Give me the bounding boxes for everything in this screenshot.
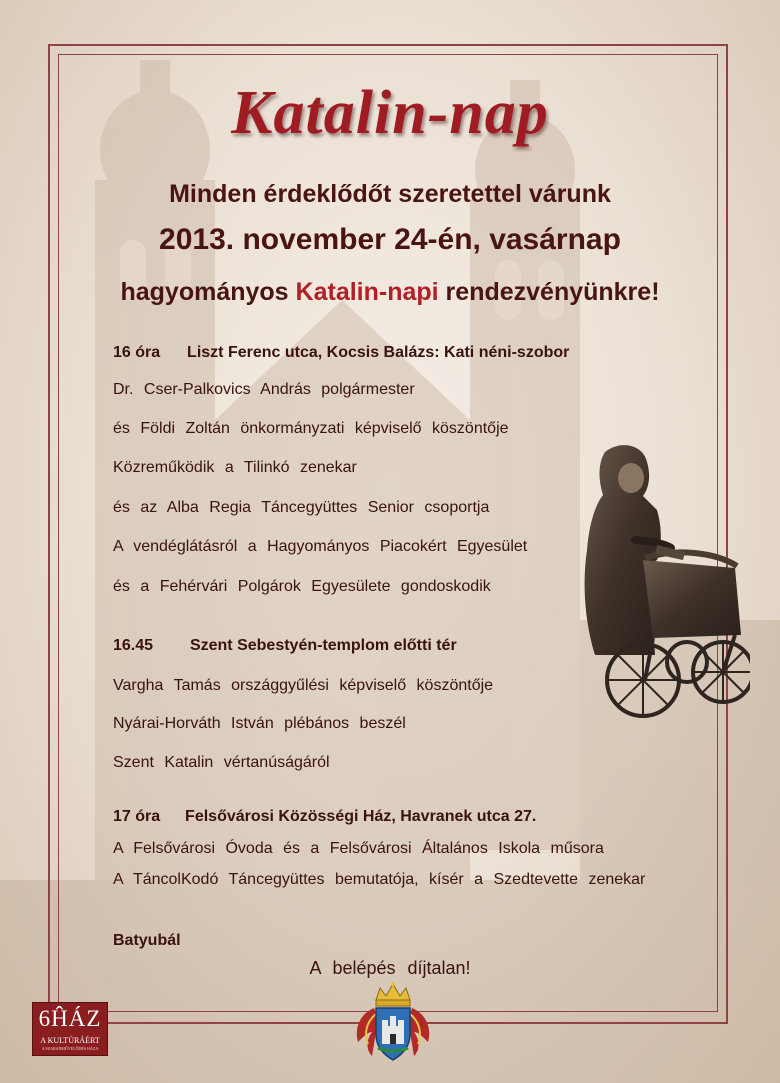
invite-line-3-pre: hagyományos	[120, 278, 296, 306]
logo-main-text: 6ĤÁZ	[38, 1006, 102, 1031]
program-2-line: Nyárai-Horváth István plébános beszél	[113, 715, 406, 732]
invite-line-3-post: rendezvényünkre!	[438, 278, 660, 306]
program-1-line: és Földi Zoltán önkormányzati képviselő köszöntője	[113, 420, 509, 437]
program-2-heading	[113, 637, 457, 655]
kati-neni-statue-image	[565, 440, 750, 740]
program-1-heading	[113, 344, 569, 362]
program-1-time: 16 óra	[113, 344, 161, 361]
invite-line-3	[0, 278, 780, 307]
invite-line-1: Minden érdeklődőt szeretettel várunk	[169, 180, 611, 208]
event-date: 2013. november 24-én, vasárnap	[159, 223, 621, 256]
program-3-line: A Felsővárosi Óvoda és a Felsővárosi Általános Iskola műsora	[113, 840, 604, 857]
szekesfehervar-coat-of-arms-icon	[352, 980, 434, 1062]
program-1-line: A vendéglátásról a Hagyományos Piacokért Egyesület	[113, 538, 528, 555]
program-3-line: A TáncolKodó Táncegyüttes bemutatója, kísér a Szedtevette zenekar	[113, 871, 646, 888]
logo-tiny-text: A SZABADMŰVELŐDÉS HÁZA	[41, 1046, 99, 1051]
program-1-line: és az Alba Regia Táncegyüttes Senior csoportja	[113, 499, 490, 516]
program-1-place: Liszt Ferenc utca, Kocsis Balázs: Kati néni-szobor	[187, 344, 570, 361]
kulturaert-logo	[32, 1002, 108, 1056]
free-entry-note: A belépés díjtalan!	[309, 958, 471, 978]
program-2-time: 16.45	[113, 637, 154, 654]
program-3-time: 17 óra	[113, 808, 161, 825]
program-2-place: Szent Sebestyén-templom előtti tér	[189, 637, 457, 654]
page-title: Katalin-nap	[231, 79, 549, 147]
closing-event: Batyubál	[113, 932, 181, 949]
program-1-line: Dr. Cser-Palkovics András polgármester	[113, 381, 415, 398]
program-2-line: Vargha Tamás országgyűlési képviselő köszöntője	[113, 677, 494, 694]
program-3-place: Felsővárosi Közösségi Ház, Havranek utca 27.	[185, 808, 537, 825]
program-1-line: Közreműködik a Tilinkó zenekar	[113, 459, 357, 476]
program-1-line: és a Fehérvári Polgárok Egyesülete gondoskodik	[113, 578, 491, 595]
logo-sub-text: A KULTÚRÁÉRT	[40, 1036, 100, 1045]
program-2-line: Szent Katalin vértanúságáról	[113, 754, 330, 771]
invite-line-3-highlight: Katalin-napi	[295, 278, 439, 306]
program-3-heading	[113, 808, 536, 826]
